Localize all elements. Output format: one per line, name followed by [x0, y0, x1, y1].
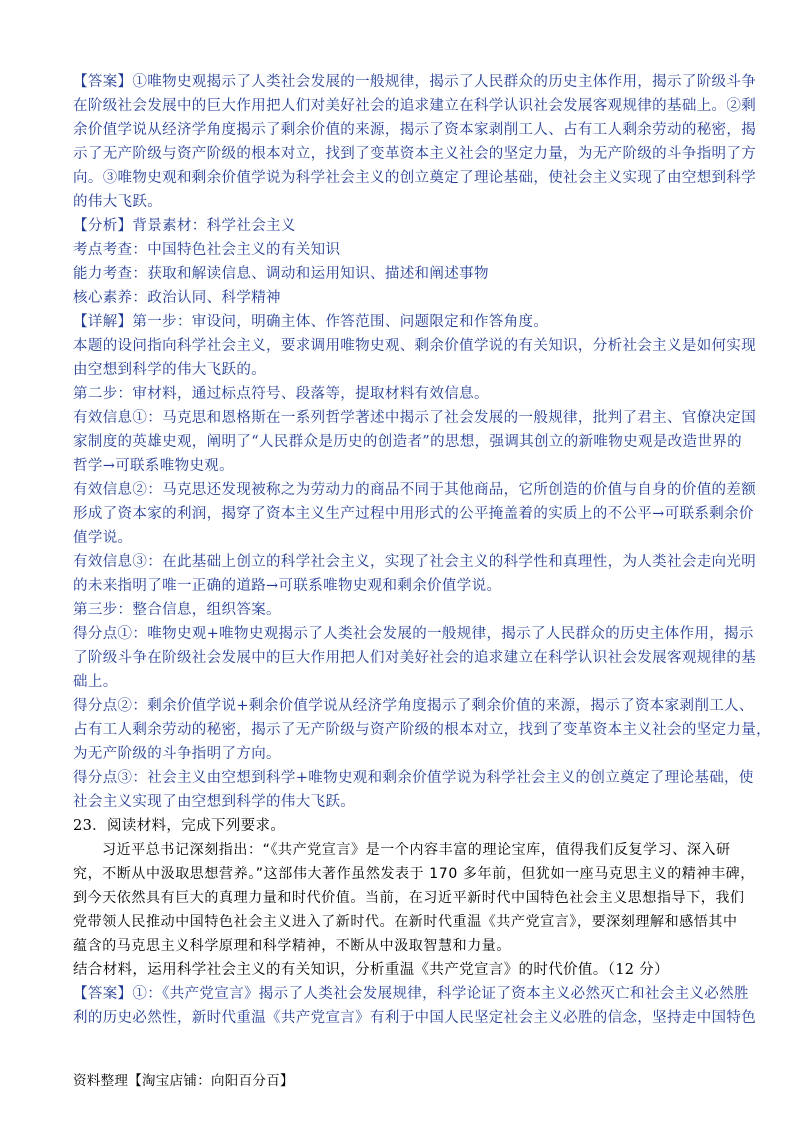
- text-line: 的未来指明了唯一正确的道路→可联系唯物史观和剩余价值学说。: [73, 578, 502, 594]
- text-line: 【详解】第一步：审设问，明确主体、作答范围、问题限定和作答角度。: [73, 314, 549, 330]
- text-line: 的伟大飞跃。: [73, 194, 163, 210]
- text-line: 【分析】背景素材：科学社会主义: [73, 218, 296, 234]
- text-line: 【答案】①唯物史观揭示了人类社会发展的一般规律，揭示了人民群众的历史主体作用，揭示了阶级斗争: [73, 74, 757, 90]
- text-line: 由空想到科学的伟大飞跃的。: [73, 362, 267, 378]
- text-line: 形成了资本家的利润，揭穿了资本主义生产过程中用形式的公平掩盖着的实质上的不公平→可联系剩余价: [73, 506, 754, 522]
- text-line: 究，不断从中汲取思想营养。”这部伟大著作虽然发表于 170 多年前，但犹如一座马克思主义的精神丰碑，: [73, 866, 755, 882]
- text-line: 第三步：整合信息，组织答案。: [73, 602, 281, 618]
- text-line: 为无产阶级的斗争指明了方向。: [73, 746, 281, 762]
- text-line: 得分点①：唯物史观+唯物史观揭示了人类社会发展的一般规律，揭示了人民群众的历史主体作用，揭示: [73, 626, 754, 642]
- text-line: 习近平总书记深刻指出：“《共产党宣言》是一个内容丰富的理论宝库，值得我们反复学习、深入研: [102, 842, 731, 858]
- text-line: 示了无产阶级与资产阶级的根本对立，找到了变革资本主义社会的坚定力量，为无产阶级的斗争指明了方: [73, 146, 757, 162]
- text-line: 础上。: [73, 674, 118, 690]
- text-line: 有效信息②：马克思还发现被称之为劳动力的商品不同于其他商品，它所创造的价值与自身的价值的差额: [73, 482, 757, 498]
- text-line: 党带领人民推动中国特色社会主义进入了新时代。在新时代重温《共产党宣言》，要深刻理解和感悟其中: [73, 914, 738, 930]
- text-line: 占有工人剩余劳动的秘密，揭示了无产阶级与资产阶级的根本对立，找到了变革资本主义社会的坚定力量，: [73, 722, 771, 738]
- text-line: 到今天依然具有巨大的真理力量和时代价值。当前，在习近平新时代中国特色社会主义思想指导下，我们: [73, 890, 745, 906]
- text-line: 结合材料，运用科学社会主义的有关知识，分析重温《共产党宣言》的时代价值。（12 分）: [73, 962, 670, 978]
- text-line: 余价值学说从经济学角度揭示了剩余价值的来源，揭示了资本家剥削工人、占有工人剩余劳动的秘密，揭: [73, 122, 757, 138]
- text-line: 社会主义实现了由空想到科学的伟大飞跃。: [73, 794, 356, 810]
- text-line: 蕴含的马克思主义科学原理和科学精神，不断从中汲取智慧和力量。: [73, 938, 511, 954]
- text-line: 考点考查：中国特色社会主义的有关知识: [73, 242, 341, 258]
- document-body: [73, 70, 771, 1030]
- text-line: 【答案】①：《共产党宣言》揭示了人类社会发展规律，科学论证了资本主义必然灭亡和社会主义必然胜: [73, 986, 749, 1002]
- text-line: 能力考查：获取和解读信息、调动和运用知识、描述和阐述事物: [73, 266, 489, 282]
- text-line: 23．阅读材料，完成下列要求。: [73, 818, 286, 834]
- text-line: 有效信息①：马克思和恩格斯在一系列哲学著述中揭示了社会发展的一般规律，批判了君主、官僚决定国: [73, 410, 757, 426]
- text-line: 得分点②：剩余价值学说+剩余价值学说从经济学角度揭示了剩余价值的来源，揭示了资本家剥削工人、: [73, 698, 754, 714]
- text-line: 在阶级社会发展中的巨大作用把人们对美好社会的追求建立在科学认识社会发展客观规律的基础上。②剩: [73, 98, 757, 114]
- text-line: 本题的设问指向科学社会主义，要求调用唯物史观、剩余价值学说的有关知识，分析社会主义是如何实现: [73, 338, 757, 354]
- text-line: 值学说。: [73, 530, 133, 546]
- text-line: 得分点③：社会主义由空想到科学+唯物史观和剩余价值学说为科学社会主义的创立奠定了理论基础，使: [73, 770, 754, 786]
- page-footer: 资料整理【淘宝店铺：向阳百分百】: [73, 1073, 294, 1089]
- text-line: 家制度的英雄史观，阐明了“人民群众是历史的创造者”的思想，强调其创立的新唯物史观是改造世界的: [73, 434, 742, 450]
- text-line: 哲学→可联系唯物史观。: [73, 458, 234, 474]
- text-line: 向。③唯物史观和剩余价值学说为科学社会主义的创立奠定了理论基础，使社会主义实现了由空想到科学: [73, 170, 757, 186]
- text-line: 核心素养：政治认同、科学精神: [73, 290, 281, 306]
- text-line: 有效信息③：在此基础上创立的科学社会主义，实现了社会主义的科学性和真理性，为人类社会走向光明: [73, 554, 757, 570]
- text-line: 了阶级斗争在阶级社会发展中的巨大作用把人们对美好社会的追求建立在科学认识社会发展客观规律的基: [73, 650, 757, 666]
- text-line: 第二步：审材料，通过标点符号、段落等，提取材料有效信息。: [73, 386, 489, 402]
- text-line: 利的历史必然性，新时代重温《共产党宣言》有利于中国人民坚定社会主义必胜的信念，坚持走中国特色: [73, 1010, 757, 1026]
